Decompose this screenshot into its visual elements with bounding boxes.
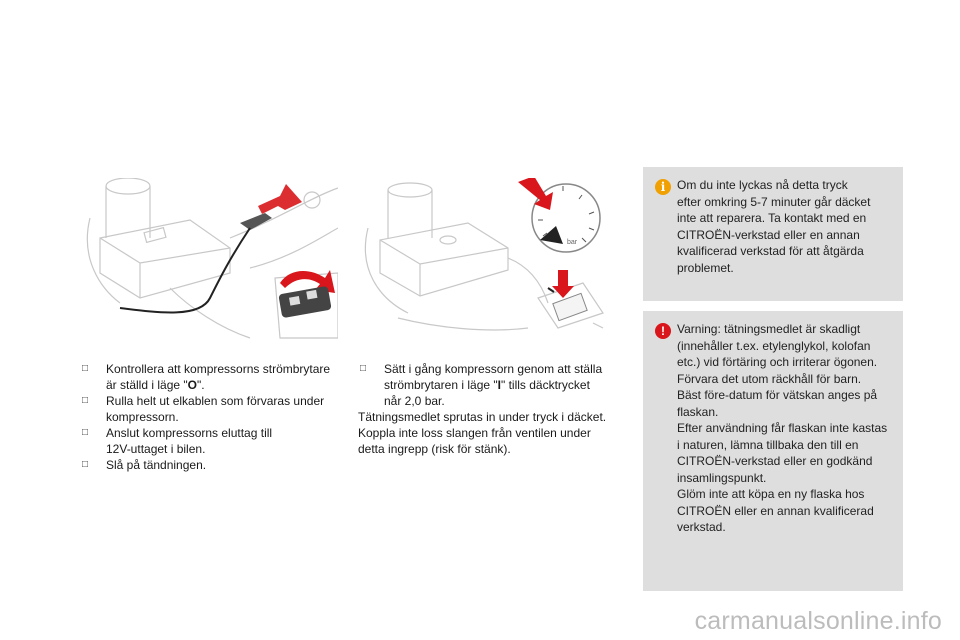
info-box <box>643 167 903 301</box>
checkbox-bullet-icon: □ <box>82 459 89 470</box>
checkbox-bullet-icon: □ <box>360 363 367 374</box>
checkbox-bullet-icon: □ <box>82 395 89 406</box>
compressor-gauge-drawing <box>358 178 620 343</box>
list-item: □ Rulla helt ut elkablen som förvaras under kompressorn. <box>82 394 325 424</box>
watermark: carmanualsonline.info <box>694 607 942 635</box>
info-text: Om du inte lyckas nå detta tryck efter omkring 5-7 minuter går däcket inte att reparera. Ta kontakt med en CITROËN-verkstad eller en annan kvalificerad verkstad för att åtgärda problemet. <box>677 178 871 275</box>
list-item: □ Kontrollera att kompressorns strömbrytare är ställd i läge "O". <box>82 362 331 392</box>
warning-text: Varning: tätningsmedlet är skadligt (innehåller t.ex. etylenglykol, kolofan etc.) vid förtäring och irriterar ögonen. Förvara det utom räckhåll för barn. Bäst före-datum för vätskan anges på flaskan. Efter användning får flaskan inte kastas i naturen, lämna tillbaka den till en CITROËN-verkstad eller en godkänd insamlingspunkt. Glöm inte att köpa en ny flaska hos CITROËN eller en annan kvalificerad verkstad. <box>677 322 888 534</box>
list-item: □ Sätt i gång kompressorn genom att ställa strömbrytaren i läge "I" tills däcktrycket når 2,0 bar. <box>360 362 603 408</box>
warning-icon: ! <box>655 323 671 339</box>
instructions-left <box>80 361 342 473</box>
checkbox-bullet-icon: □ <box>82 427 89 438</box>
sealant-note: Tätningsmedlet sprutas in under tryck i däcket. Koppla inte loss slangen från ventilen under detta ingrepp (risk för stänk). <box>358 410 607 456</box>
illustration-compressor-plug <box>80 178 338 343</box>
checkbox-bullet-icon: □ <box>82 363 89 374</box>
gauge-unit-label: bar <box>567 239 578 246</box>
instructions-middle <box>358 361 628 457</box>
list-item: □ Anslut kompressorns eluttag till 12V-uttaget i bilen. <box>82 426 273 456</box>
compressor-plug-drawing <box>80 178 338 343</box>
warning-box <box>643 311 903 591</box>
illustration-compressor-gauge <box>358 178 620 343</box>
list-item: □ Slå på tändningen. <box>82 458 207 472</box>
info-icon: i <box>655 179 671 195</box>
